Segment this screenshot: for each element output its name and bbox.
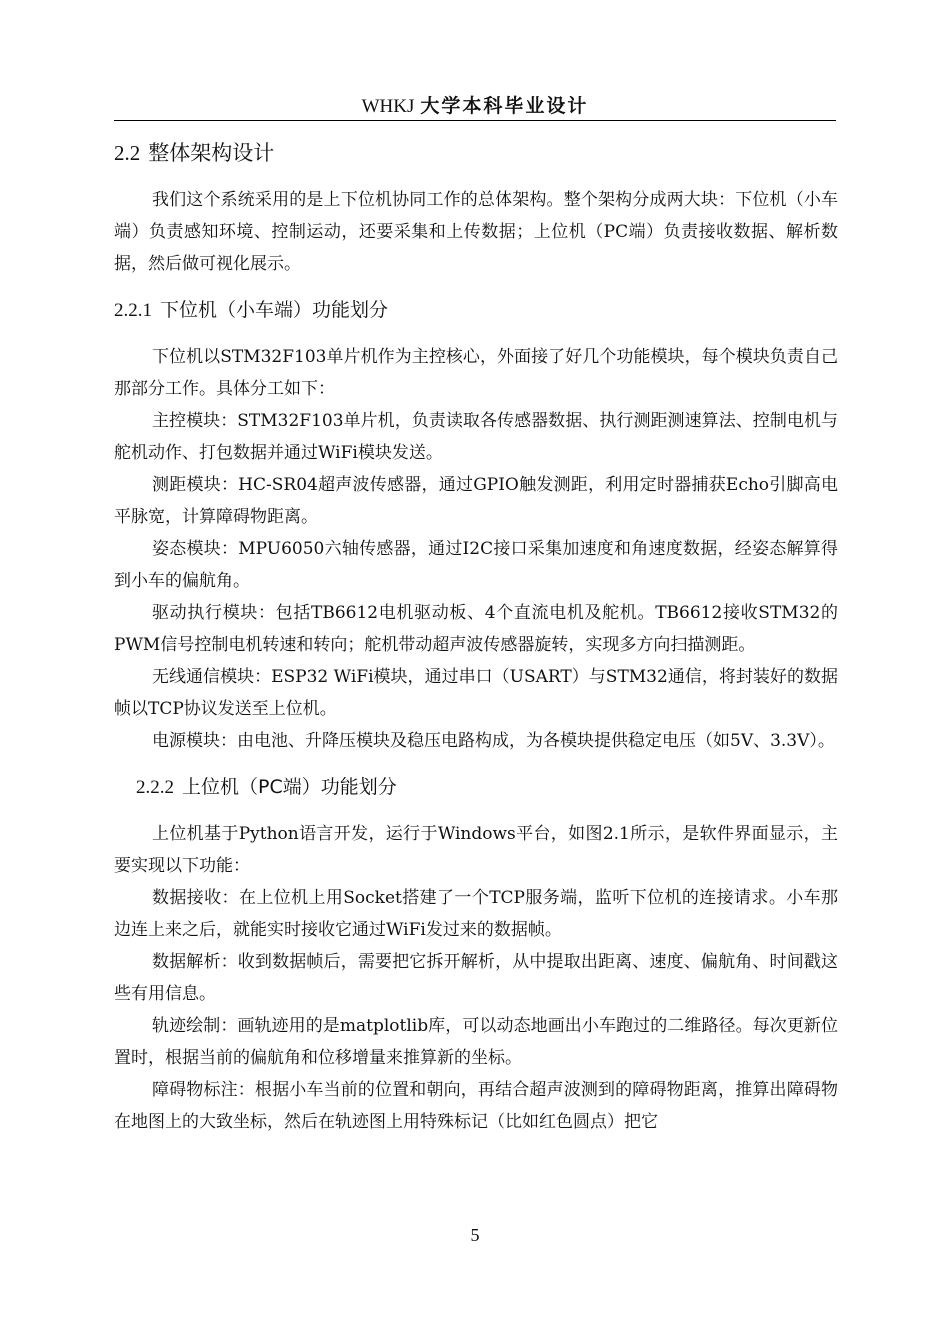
- header-school-code: WHKJ: [361, 96, 415, 117]
- section-heading: [114, 136, 838, 170]
- paragraph: 姿态模块：MPU6050六轴传感器，通过I2C接口采集加速度和角速度数据，经姿态解算得到小车的偏航角。: [114, 539, 838, 591]
- section-number: 2.2: [114, 141, 141, 165]
- subsection-number: 2.2.1: [114, 300, 152, 321]
- paragraph: 下位机以STM32F103单片机作为主控核心，外面接了好几个功能模块，每个模块负责自己那部分工作。具体分工如下：: [114, 347, 838, 399]
- section-intro-paragraph: 我们这个系统采用的是上下位机协同工作的总体架构。整个架构分成两大块：下位机（小车端）负责感知环境、控制运动，还要采集和上传数据；上位机（PC端）负责接收数据、解析数据，然后做可视化展示。: [114, 190, 838, 274]
- subsection-heading-lower-machine: [114, 294, 838, 327]
- paragraph: 上位机基于Python语言开发，运行于Windows平台，如图2.1所示，是软件界面显示，主要实现以下功能：: [114, 824, 838, 876]
- header-title: 大学本科毕业设计: [420, 95, 589, 117]
- paragraph: 障碍物标注：根据小车当前的位置和朝向，再结合超声波测到的障碍物距离，推算出障碍物在地图上的大致坐标，然后在轨迹图上用特殊标记（比如红色圆点）把它: [114, 1080, 838, 1132]
- paragraph: 主控模块：STM32F103单片机，负责读取各传感器数据、执行测距测速算法、控制电机与舵机动作、打包数据并通过WiFi模块发送。: [114, 411, 838, 463]
- paragraph: 电源模块：由电池、升降压模块及稳压电路构成，为各模块提供稳定电压（如5V、3.3V）。: [152, 731, 835, 751]
- paragraph: 轨迹绘制：画轨迹用的是matplotlib库，可以动态地画出小车跑过的二维路径。每次更新位置时，根据当前的偏航角和位移增量来推算新的坐标。: [114, 1016, 838, 1068]
- subsection-heading-upper-machine: [114, 771, 838, 804]
- paragraph: 测距模块：HC-SR04超声波传感器，通过GPIO触发测距，利用定时器捕获Echo引脚高电平脉宽，计算障碍物距离。: [114, 475, 838, 527]
- subsection-title: 下位机（小车端）功能划分: [160, 299, 389, 321]
- paragraph: 数据接收：在上位机上用Socket搭建了一个TCP服务端，监听下位机的连接请求。小车那边连上来之后，就能实时接收它通过WiFi发过来的数据帧。: [114, 888, 838, 940]
- page-body: [114, 136, 838, 1138]
- subsection-number: 2.2.2: [136, 777, 174, 798]
- running-header: [114, 92, 836, 121]
- section-title: 整体架构设计: [148, 141, 275, 165]
- paragraph: 数据解析：收到数据帧后，需要把它拆开解析，从中提取出距离、速度、偏航角、时间戳这些有用信息。: [114, 952, 838, 1004]
- paragraph: 驱动执行模块：包括TB6612电机驱动板、4个直流电机及舵机。TB6612接收STM32的PWM信号控制电机转速和转向；舵机带动超声波传感器旋转，实现多方向扫描测距。: [114, 603, 838, 655]
- page-number: 5: [470, 1225, 480, 1245]
- paragraph: 无线通信模块：ESP32 WiFi模块，通过串口（USART）与STM32通信，将封装好的数据帧以TCP协议发送至上位机。: [114, 667, 838, 719]
- subsection-title: 上位机（PC端）功能划分: [182, 776, 397, 798]
